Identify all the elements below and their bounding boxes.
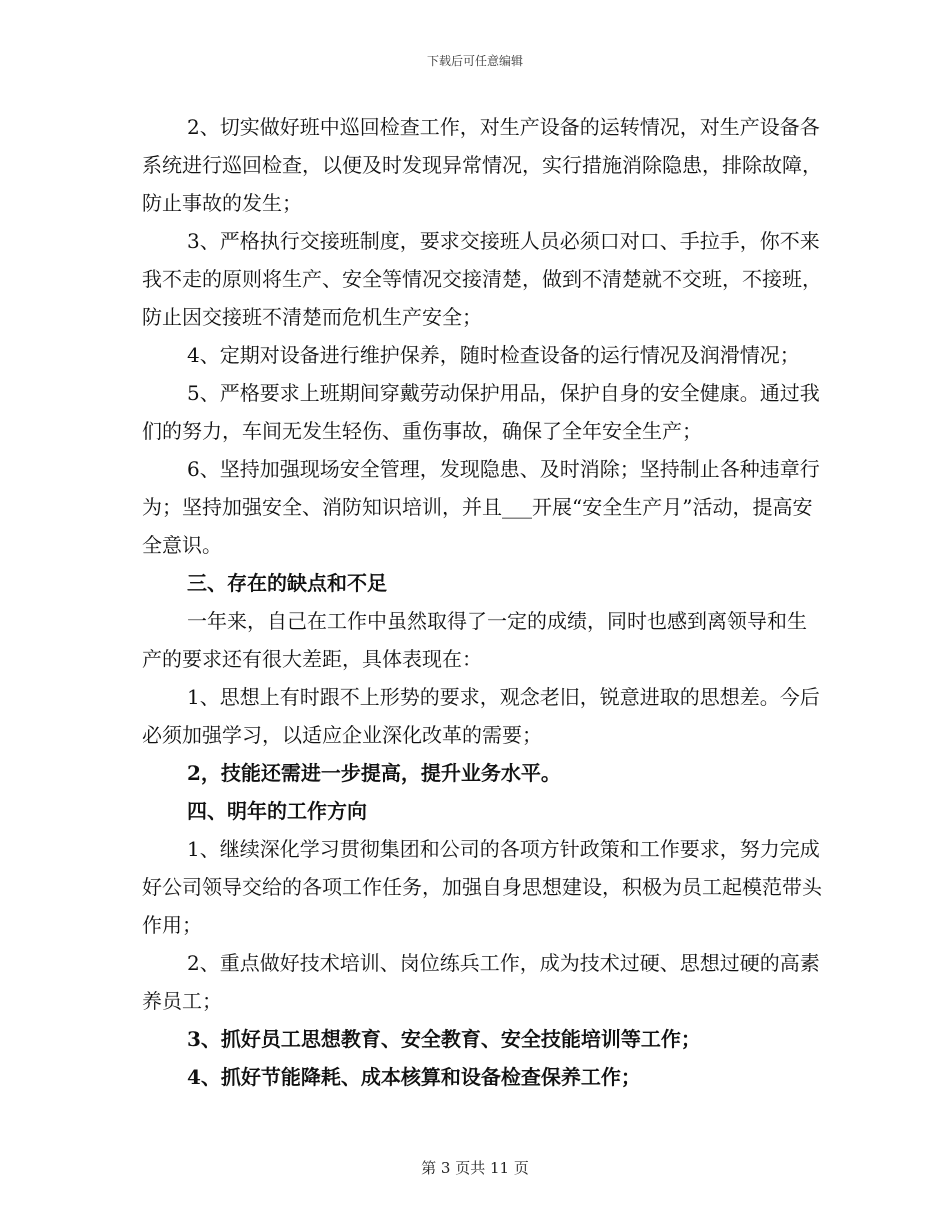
paragraph-shortcomings-intro: 一年来，自己在工作中虽然取得了一定的成绩，同时也感到离领导和生产的要求还有很大差距，具体表现在：	[142, 609, 807, 671]
paragraph-item-5-protection: 5、严格要求上班期间穿戴劳动保护用品，保护自身的安全健康。通过我们的努力，车间无发生轻伤、重伤事故，确保了全年安全生产；	[142, 381, 820, 443]
paragraph-shortcoming-2: 2，技能还需进一步提高，提升业务水平。	[187, 761, 561, 785]
paragraph-item-4-maintenance: 4、定期对设备进行维护保养，随时检查设备的运行情况及润滑情况；	[187, 343, 800, 367]
paragraph-direction-1: 1、继续深化学习贯彻集团和公司的各项方针政策和工作要求，努力完成好公司领导交给的各项工作任务，加强自身思想建设，积极为员工起模范带头作用；	[142, 837, 822, 937]
section-heading-shortcomings: 三、存在的缺点和不足	[187, 571, 387, 595]
section-heading-next-year: 四、明年的工作方向	[187, 799, 367, 823]
paragraph-shortcoming-1: 1、思想上有时跟不上形势的要求，观念老旧，锐意进取的思想差。今后必须加强学习，以适应企业深化改革的需要；	[142, 685, 820, 747]
header-note: 下载后可任意编辑	[426, 54, 523, 68]
paragraph-direction-4: 4、抓好节能降耗、成本核算和设备检查保养工作；	[187, 1065, 641, 1089]
paragraph-item-3-shift-handover: 3、严格执行交接班制度，要求交接班人员必须口对口、手拉手，你不来我不走的原则将生产、安全等情况交接清楚，做到不清楚就不交班，不接班，防止因交接班不清楚而危机生产安全；	[142, 229, 822, 329]
page-footer: 第 3 页共 11 页	[421, 1159, 529, 1177]
paragraph-direction-3: 3、抓好员工思想教育、安全教育、安全技能培训等工作；	[187, 1027, 701, 1051]
paragraph-direction-2: 2、重点做好技术培训、岗位练兵工作，成为技术过硬、思想过硬的高素养员工；	[142, 951, 820, 1013]
document-body	[142, 108, 822, 1096]
paragraph-item-2-inspection: 2、切实做好班中巡回检查工作，对生产设备的运转情况，对生产设备各系统进行巡回检查，以便及时发现异常情况，实行措施消除隐患，排除故障，防止事故的发生；	[142, 115, 822, 215]
paragraph-item-6-safety-management: 6、坚持加强现场安全管理，发现隐患、及时消除；坚持制止各种违章行为；坚持加强安全、消防知识培训，并且___开展“安全生产月”活动，提高安全意识。	[142, 457, 820, 557]
